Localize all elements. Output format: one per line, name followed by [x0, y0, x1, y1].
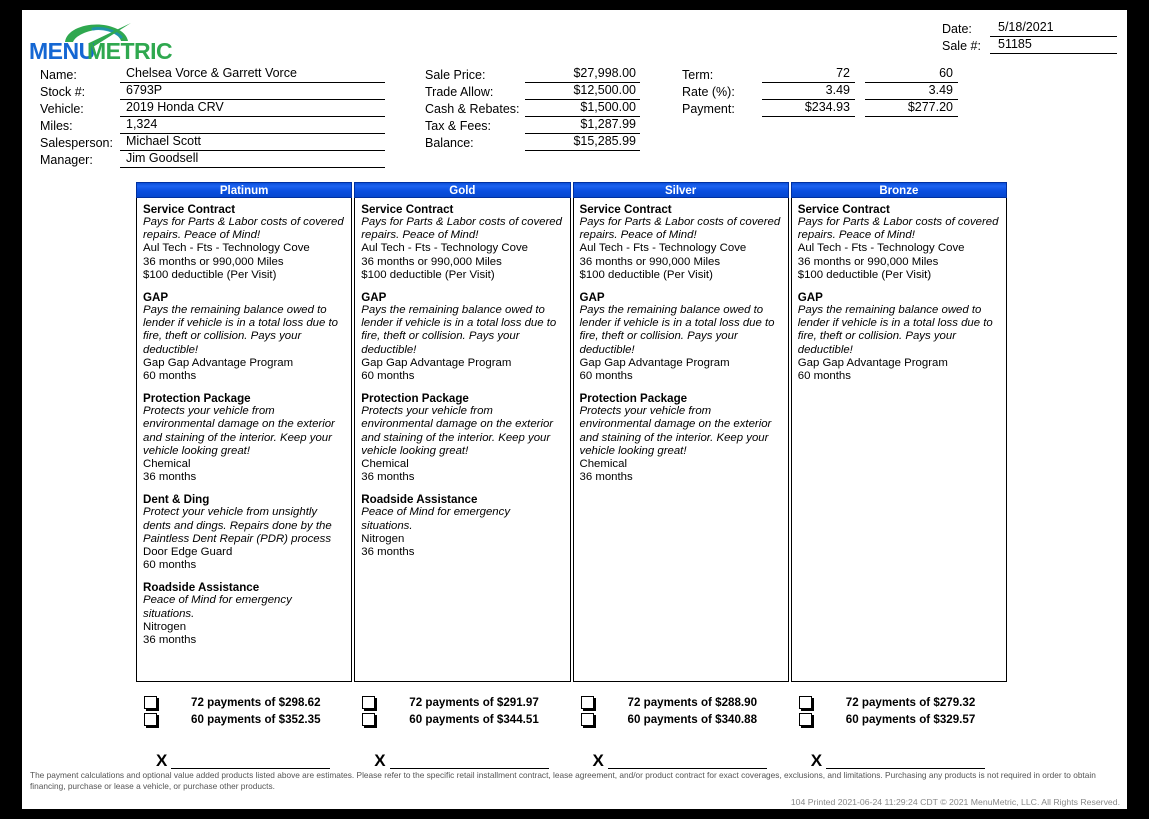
- product-name: Service Contract: [361, 203, 454, 216]
- signature-field[interactable]: [136, 745, 352, 769]
- column-header: Gold: [354, 182, 570, 198]
- date-label: Date:: [942, 22, 972, 36]
- product-detail-line: Aul Tech - Fts - Technology Cove: [797, 242, 965, 255]
- sale-number-value: 51185: [990, 37, 1117, 54]
- product-description: Protects your vehicle from environmental damage on the exterior and staining of the interior. Keep your vehicle looking great!: [579, 405, 772, 457]
- field-tax-fees: [425, 117, 640, 134]
- field-manager: [40, 151, 385, 168]
- product-name: Protection Package: [579, 392, 688, 406]
- product-name: Protection Package: [361, 392, 469, 406]
- product-detail-line: 36 months: [143, 634, 197, 647]
- product-name: Roadside Assistance: [361, 493, 478, 507]
- signature-field[interactable]: [791, 745, 1007, 769]
- product-detail-line: Nitrogen: [143, 620, 187, 633]
- product-detail-line: Gap Gap Advantage Program: [797, 356, 948, 369]
- payment-option-label: 60 payments of $344.51: [409, 712, 539, 726]
- product-item: [361, 291, 563, 383]
- product-detail-line: 60 months: [797, 370, 851, 383]
- payment-option-label: 72 payments of $279.32: [845, 695, 976, 709]
- menumetric-logo: [27, 18, 207, 64]
- field-miles: [40, 117, 385, 134]
- menu-column: [136, 182, 352, 682]
- sale-price-value: $27,998.00: [525, 66, 640, 83]
- customer-info: [40, 66, 385, 168]
- salesperson-label: Salesperson:: [40, 136, 113, 150]
- name-value: Chelsea Vorce & Garrett Vorce: [120, 66, 385, 83]
- product-name: Roadside Assistance: [143, 581, 260, 595]
- deal-figures: [425, 66, 640, 151]
- manager-label: Manager:: [40, 153, 93, 167]
- tax-fees-value: $1,287.99: [525, 117, 640, 134]
- product-name: Protection Package: [143, 392, 251, 406]
- field-name: [40, 66, 385, 83]
- svg-text:MENU: MENU: [29, 38, 95, 64]
- field-stock: [40, 83, 385, 100]
- product-item: [143, 581, 345, 647]
- payment-option-row[interactable]: [573, 694, 789, 711]
- product-description: Protects your vehicle from environmental damage on the exterior and staining of the interior. Keep your vehicle looking great!: [143, 405, 335, 457]
- sale-number-label: Sale #:: [942, 39, 981, 53]
- product-item: [143, 203, 345, 282]
- vehicle-value: 2019 Honda CRV: [120, 100, 385, 117]
- payment-value-1: $234.93: [762, 100, 855, 117]
- trade-allow-label: Trade Allow:: [425, 85, 494, 99]
- payment-option-group: [573, 694, 789, 728]
- product-detail-line: $100 deductible (Per Visit): [361, 268, 495, 281]
- product-detail-line: 36 months: [361, 471, 415, 484]
- document-meta: [942, 20, 1117, 54]
- product-description: Peace of Mind for emergency situations.: [143, 594, 292, 620]
- product-detail-line: 36 months: [361, 546, 415, 559]
- stock-label: Stock #:: [40, 85, 86, 99]
- product-detail-line: Gap Gap Advantage Program: [361, 356, 512, 369]
- product-detail-line: $100 deductible (Per Visit): [579, 268, 713, 281]
- payment-option-label: 72 payments of $298.62: [191, 695, 321, 709]
- meta-row-date: [942, 20, 1117, 37]
- balance-value: $15,285.99: [525, 134, 640, 151]
- product-item: [580, 291, 782, 383]
- product-description: Peace of Mind for emergency situations.: [361, 506, 511, 532]
- signature-line[interactable]: [826, 754, 985, 769]
- date-value: 5/18/2021: [990, 20, 1117, 37]
- product-detail-line: 36 months or 990,000 Miles: [361, 255, 502, 268]
- field-cash-rebates: [425, 100, 640, 117]
- product-item: [798, 203, 1000, 282]
- field-sale-price: [425, 66, 640, 83]
- sale-price-label: Sale Price:: [425, 68, 486, 82]
- rate-value-1: 3.49: [762, 83, 855, 100]
- cash-rebates-label: Cash & Rebates:: [425, 102, 520, 116]
- trade-allow-value: $12,500.00: [525, 83, 640, 100]
- copyright-text: 104 Printed 2021-06-24 11:29:24 CDT © 2021 MenuMetric, LLC. All Rights Reserved.: [790, 797, 1120, 807]
- payment-checkbox[interactable]: [581, 713, 594, 726]
- signature-field[interactable]: [354, 745, 570, 769]
- product-detail-line: Chemical: [143, 458, 191, 471]
- payment-option-row[interactable]: [136, 711, 352, 728]
- field-payment: [682, 100, 1022, 117]
- product-description: Protects your vehicle from environmental damage on the exterior and staining of the interior. Keep your vehicle looking great!: [361, 405, 554, 457]
- svg-text:METRIC: METRIC: [87, 38, 173, 64]
- miles-label: Miles:: [40, 119, 73, 133]
- product-item: [143, 392, 345, 484]
- payment-value-2: $277.20: [865, 100, 958, 117]
- column-header: Platinum: [136, 182, 352, 198]
- product-detail-line: 36 months: [143, 471, 197, 484]
- product-item: [361, 493, 563, 559]
- product-detail-line: Nitrogen: [361, 532, 405, 545]
- product-item: [798, 291, 1000, 383]
- product-description: Pays the remaining balance owed to lender if vehicle is in a total loss due to fire, theft or collision. Pays your deductible!: [143, 304, 339, 356]
- product-description: Pays the remaining balance owed to lender if vehicle is in a total loss due to fire, theft or collision. Pays your deductible!: [579, 304, 775, 356]
- column-body: [354, 198, 570, 682]
- payment-option-group: [354, 694, 570, 728]
- product-name: GAP: [143, 291, 169, 305]
- field-vehicle: [40, 100, 385, 117]
- product-item: [361, 203, 563, 282]
- term-value-2: 60: [865, 66, 958, 83]
- payment-checkbox[interactable]: [362, 696, 375, 709]
- product-name: GAP: [579, 291, 605, 305]
- payment-option-group: [136, 694, 352, 728]
- payment-checkbox[interactable]: [799, 696, 812, 709]
- product-description: Protect your vehicle from unsightly dents and dings. Repairs done by the Paintless Dent Repair (PDR) process: [143, 506, 332, 545]
- payment-checkbox[interactable]: [799, 713, 812, 726]
- vehicle-label: Vehicle:: [40, 102, 84, 116]
- rate-label: Rate (%):: [682, 85, 735, 99]
- field-salesperson: [40, 134, 385, 151]
- field-trade-allow: [425, 83, 640, 100]
- product-description: Pays for Parts & Labor costs of covered repairs. Peace of Mind!: [579, 216, 781, 242]
- product-name: Service Contract: [143, 203, 236, 216]
- term-figures: [682, 66, 1022, 117]
- payment-option-row[interactable]: [354, 694, 570, 711]
- signature-field[interactable]: [573, 745, 789, 769]
- field-term: [682, 66, 1022, 83]
- product-detail-line: Aul Tech - Fts - Technology Cove: [361, 242, 528, 255]
- payment-checkbox[interactable]: [581, 696, 594, 709]
- name-label: Name:: [40, 68, 77, 82]
- payment-checkbox[interactable]: [362, 713, 375, 726]
- menu-column: [791, 182, 1007, 682]
- payment-option-row[interactable]: [136, 694, 352, 711]
- signature-x-mark: X: [374, 751, 386, 770]
- payment-option-row[interactable]: [791, 694, 1007, 711]
- payment-checkbox[interactable]: [144, 696, 157, 709]
- product-detail-line: Gap Gap Advantage Program: [579, 356, 730, 369]
- product-detail-line: 60 months: [143, 370, 197, 383]
- product-detail-line: Chemical: [579, 458, 627, 471]
- product-description: Pays for Parts & Labor costs of covered repairs. Peace of Mind!: [361, 216, 562, 242]
- disclaimer-text: The payment calculations and optional value added products listed above are estimates. Please refer to the specific retail installment contract, lease agreement, and/or product contract for exact coverages, exclusions, and limitations. Purchasing any products is not required in order to obtain financing, purchase or lease a vehicle, or purchase other products.: [30, 770, 1096, 791]
- product-item: [580, 203, 782, 282]
- meta-row-sale: [942, 37, 1117, 54]
- column-body: [791, 198, 1007, 682]
- term-label: Term:: [682, 68, 714, 82]
- miles-value: 1,324: [120, 117, 385, 134]
- balance-label: Balance:: [425, 136, 474, 150]
- stock-value: 6793P: [120, 83, 385, 100]
- field-balance: [425, 134, 640, 151]
- payment-option-row[interactable]: [354, 711, 570, 728]
- product-item: [143, 493, 345, 572]
- column-header: Silver: [573, 182, 789, 198]
- payment-option-label: 72 payments of $288.90: [627, 695, 758, 709]
- manager-value: Jim Goodsell: [120, 151, 385, 168]
- product-description: Pays for Parts & Labor costs of covered repairs. Peace of Mind!: [143, 216, 344, 242]
- product-detail-line: 36 months: [579, 471, 633, 484]
- signature-x-mark: X: [156, 751, 168, 770]
- payment-option-row[interactable]: [573, 711, 789, 728]
- product-detail-line: 36 months or 990,000 Miles: [797, 255, 939, 268]
- logo-graphic: [27, 18, 207, 64]
- signature-line[interactable]: [390, 754, 549, 769]
- product-detail-line: $100 deductible (Per Visit): [143, 268, 277, 281]
- product-name: GAP: [361, 291, 387, 305]
- product-name: GAP: [797, 291, 823, 305]
- product-detail-line: Door Edge Guard: [143, 546, 233, 559]
- product-name: Service Contract: [797, 203, 890, 216]
- payment-option-label: 60 payments of $329.57: [845, 712, 976, 726]
- signature-x-mark: X: [592, 751, 604, 770]
- signature-x-mark: X: [810, 751, 823, 770]
- product-description: Pays the remaining balance owed to lender if vehicle is in a total loss due to fire, theft or collision. Pays your deductible!: [361, 304, 557, 356]
- menu-page: [22, 10, 1127, 809]
- signature-line[interactable]: [171, 754, 330, 769]
- term-value-1: 72: [762, 66, 855, 83]
- product-detail-line: 36 months or 990,000 Miles: [143, 255, 284, 268]
- product-name: Dent & Ding: [143, 493, 210, 507]
- cash-rebates-value: $1,500.00: [525, 100, 640, 117]
- product-detail-line: Aul Tech - Fts - Technology Cove: [143, 242, 310, 255]
- product-detail-line: $100 deductible (Per Visit): [797, 268, 932, 281]
- product-detail-line: Chemical: [361, 458, 409, 471]
- column-header: Bronze: [791, 182, 1007, 198]
- menu-column: [354, 182, 570, 682]
- menu-column: [573, 182, 789, 682]
- payment-option-row[interactable]: [791, 711, 1007, 728]
- product-detail-line: 60 months: [361, 370, 415, 383]
- product-item: [143, 291, 345, 383]
- payment-options: [136, 694, 1007, 728]
- product-detail-line: 60 months: [143, 559, 197, 572]
- product-detail-line: 60 months: [579, 370, 633, 383]
- product-item: [580, 392, 782, 484]
- product-item: [361, 392, 563, 484]
- payment-option-group: [791, 694, 1007, 728]
- payment-checkbox[interactable]: [144, 713, 157, 726]
- menu-columns: [136, 182, 1007, 682]
- product-detail-line: Gap Gap Advantage Program: [143, 356, 294, 369]
- payment-option-label: 72 payments of $291.97: [409, 695, 539, 709]
- signature-lines: [136, 745, 1007, 769]
- payment-label: Payment:: [682, 102, 735, 116]
- product-detail-line: Aul Tech - Fts - Technology Cove: [579, 242, 747, 255]
- column-body: [573, 198, 789, 682]
- product-description: Pays for Parts & Labor costs of covered repairs. Peace of Mind!: [797, 216, 999, 242]
- product-name: Service Contract: [579, 203, 672, 216]
- tax-fees-label: Tax & Fees:: [425, 119, 491, 133]
- salesperson-value: Michael Scott: [120, 134, 385, 151]
- product-detail-line: 36 months or 990,000 Miles: [579, 255, 721, 268]
- payment-option-label: 60 payments of $352.35: [191, 712, 321, 726]
- signature-line[interactable]: [608, 754, 767, 769]
- product-description: Pays the remaining balance owed to lender if vehicle is in a total loss due to fire, theft or collision. Pays your deductible!: [797, 304, 993, 356]
- field-rate: [682, 83, 1022, 100]
- payment-option-label: 60 payments of $340.88: [627, 712, 758, 726]
- column-body: [136, 198, 352, 682]
- rate-value-2: 3.49: [865, 83, 958, 100]
